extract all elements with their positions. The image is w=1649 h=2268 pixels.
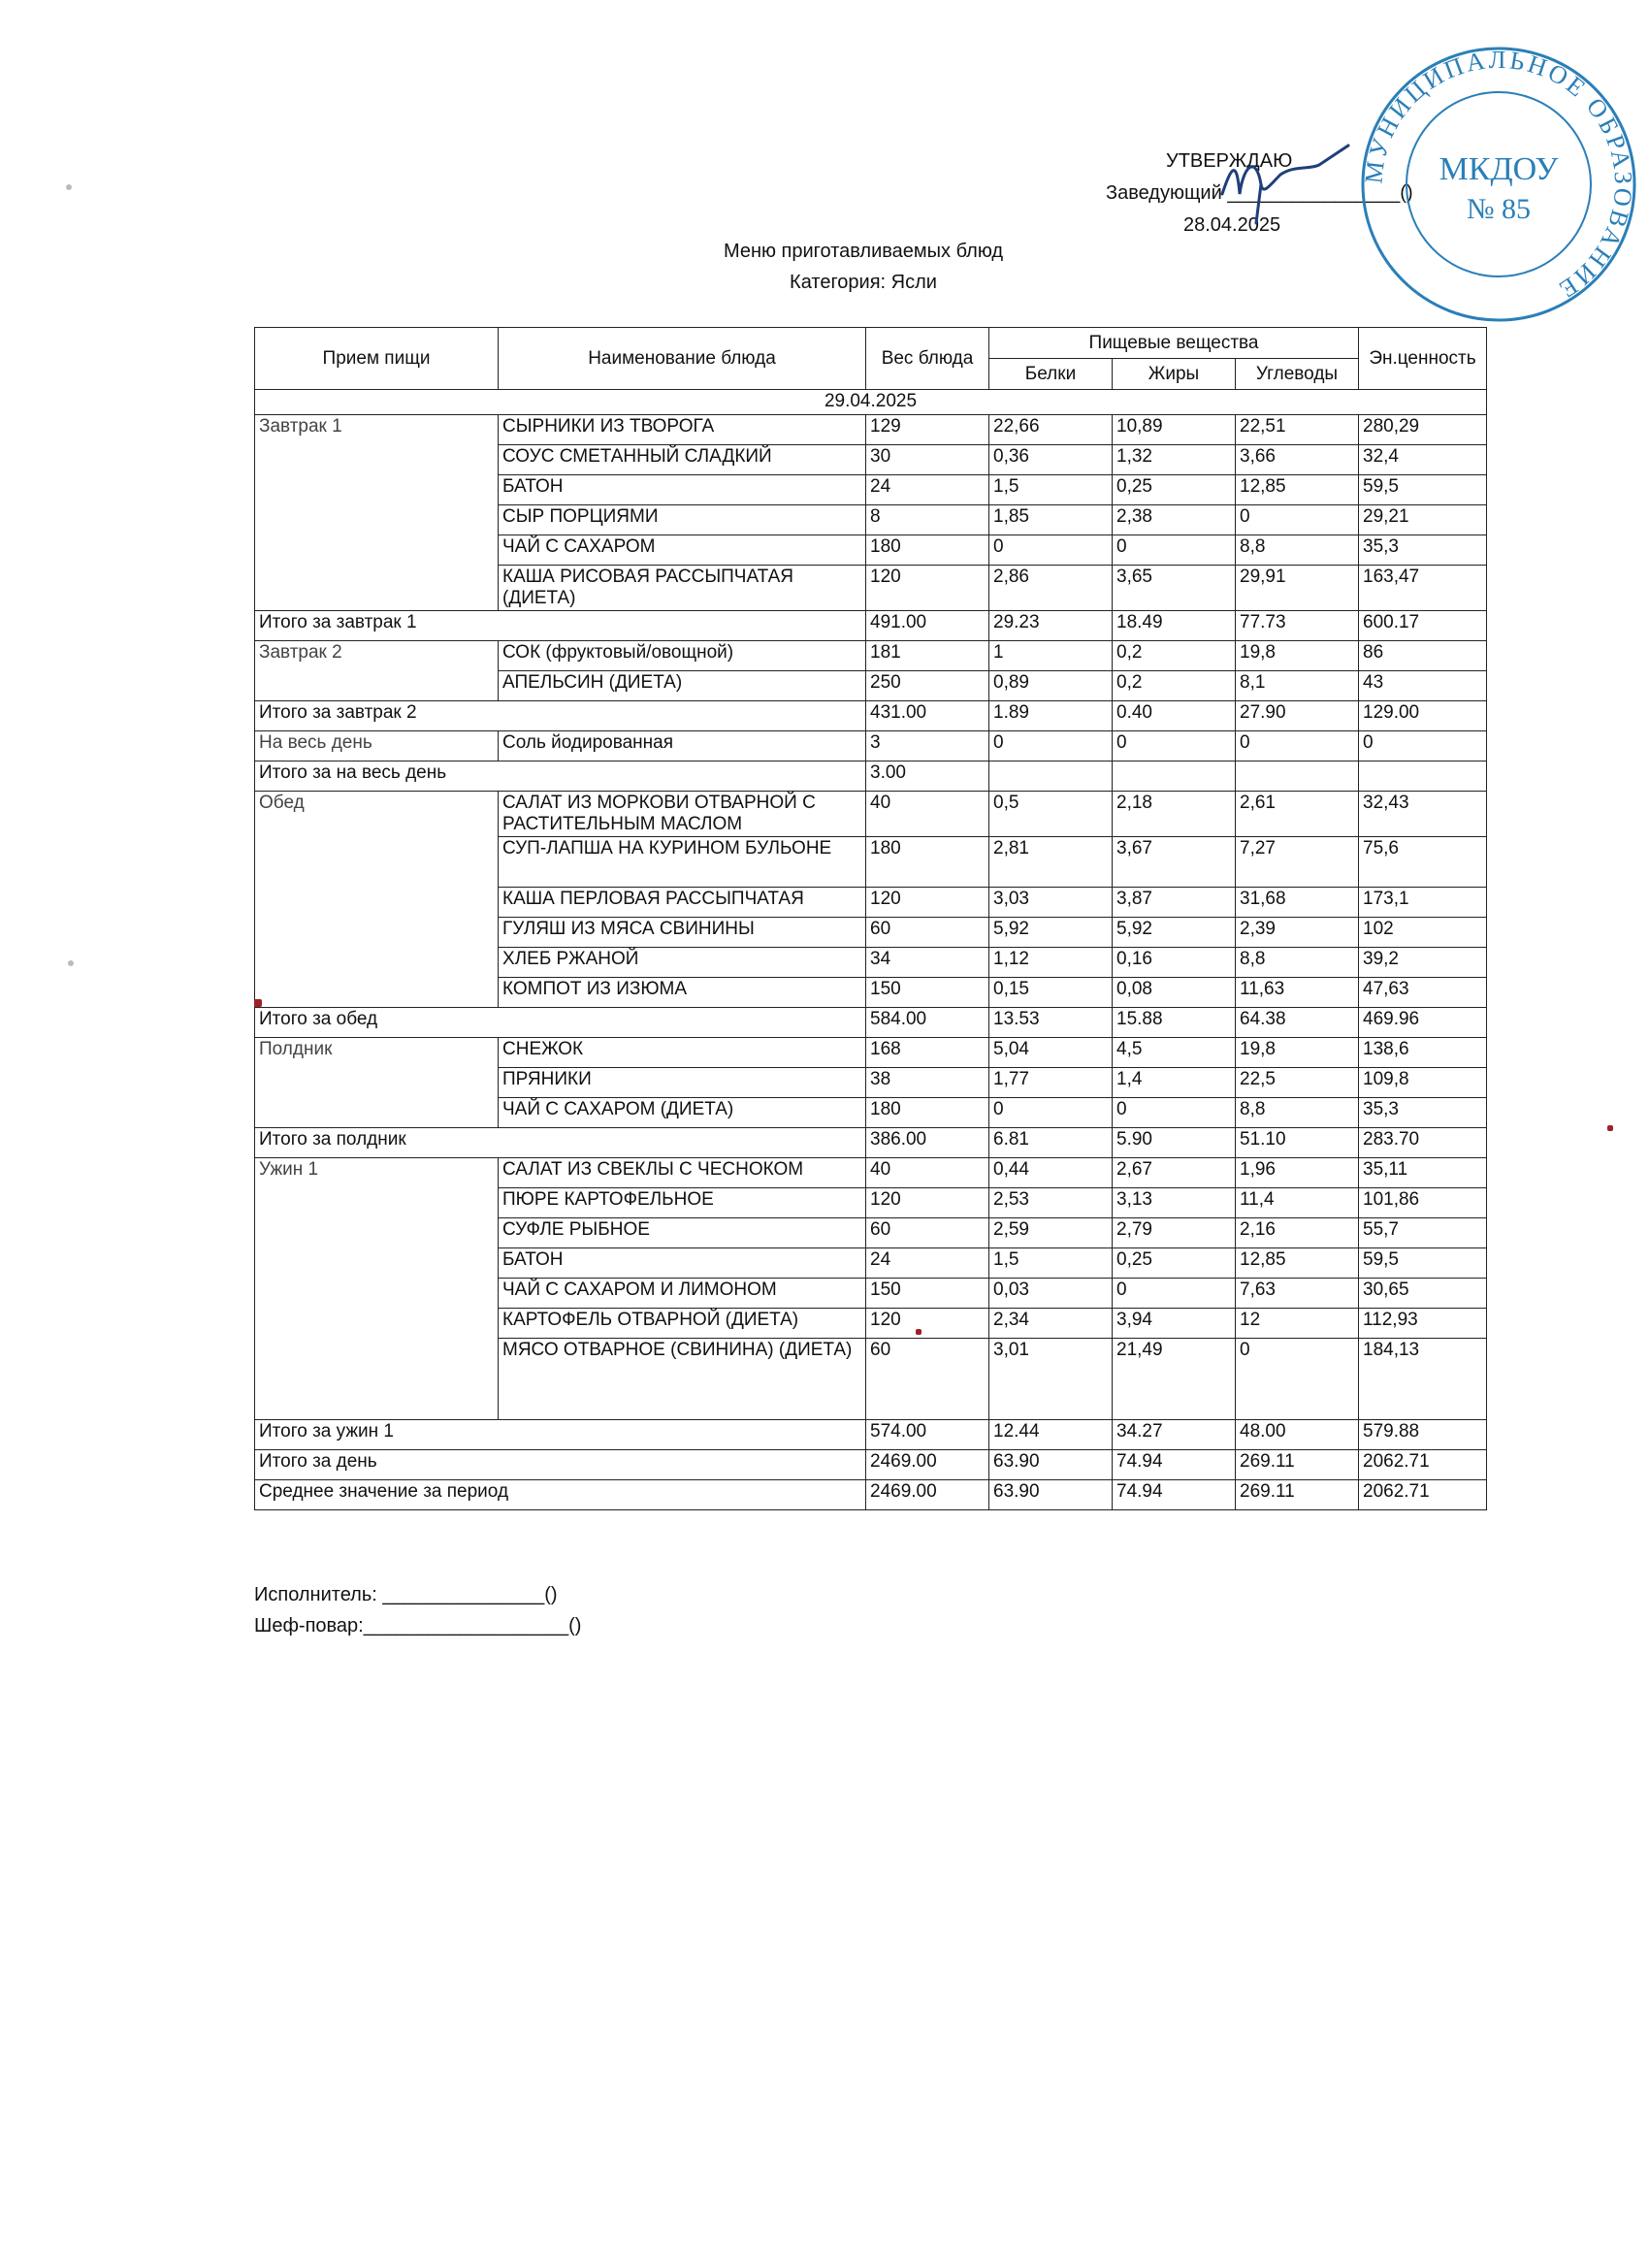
- cell-carbs: 2,39: [1236, 918, 1359, 948]
- dish-name: ХЛЕБ РЖАНОЙ: [499, 948, 866, 978]
- cell-protein: 5,92: [989, 918, 1113, 948]
- cell-carbs: 29,91: [1236, 566, 1359, 611]
- cell-carbs: 19,8: [1236, 641, 1359, 671]
- cell-protein: 5,04: [989, 1038, 1113, 1068]
- cell-fat: 5.90: [1113, 1128, 1236, 1158]
- table-total-row: [255, 761, 1487, 792]
- scan-speck: [66, 184, 72, 190]
- cell-fat: 1,4: [1113, 1068, 1236, 1098]
- dish-name: ПРЯНИКИ: [499, 1068, 866, 1098]
- dish-name: СНЕЖОК: [499, 1038, 866, 1068]
- cell-carbs: 269.11: [1236, 1480, 1359, 1510]
- cell-protein: 1,12: [989, 948, 1113, 978]
- total-label: Итого за обед: [255, 1008, 866, 1038]
- meal-name: Обед: [255, 792, 499, 1008]
- cell-weight: 180: [866, 1098, 989, 1128]
- cell-energy: 35,3: [1359, 1098, 1487, 1128]
- table-total-row: [255, 1480, 1487, 1510]
- cell-carbs: 22,51: [1236, 415, 1359, 445]
- cell-protein: 0,89: [989, 671, 1113, 701]
- cell-fat: 0: [1113, 1098, 1236, 1128]
- total-label: Итого за день: [255, 1450, 866, 1480]
- cell-carbs: 48.00: [1236, 1420, 1359, 1450]
- header-dish: Наименование блюда: [499, 328, 866, 390]
- dish-name: СОУС СМЕТАННЫЙ СЛАДКИЙ: [499, 445, 866, 475]
- cell-weight: 30: [866, 445, 989, 475]
- cell-weight: 3: [866, 731, 989, 761]
- cell-fat: 0,2: [1113, 671, 1236, 701]
- dish-name: САЛАТ ИЗ МОРКОВИ ОТВАРНОЙ С РАСТИТЕЛЬНЫМ МАСЛОМ: [499, 792, 866, 837]
- cell-energy: 30,65: [1359, 1279, 1487, 1309]
- cell-carbs: [1236, 761, 1359, 792]
- cell-carbs: 8,8: [1236, 948, 1359, 978]
- table-row: [255, 641, 1487, 671]
- cell-energy: 43: [1359, 671, 1487, 701]
- cell-energy: 469.96: [1359, 1008, 1487, 1038]
- cell-fat: 5,92: [1113, 918, 1236, 948]
- cell-fat: 10,89: [1113, 415, 1236, 445]
- cell-energy: 173,1: [1359, 888, 1487, 918]
- dish-name: ЧАЙ С САХАРОМ И ЛИМОНОМ: [499, 1279, 866, 1309]
- total-label: Итого за завтрак 1: [255, 611, 866, 641]
- cell-energy: 129.00: [1359, 701, 1487, 731]
- cell-protein: 6.81: [989, 1128, 1113, 1158]
- approval-date: 28.04.2025: [1183, 214, 1281, 236]
- table-total-row: [255, 611, 1487, 641]
- cell-energy: 32,4: [1359, 445, 1487, 475]
- dish-name: АПЕЛЬСИН (ДИЕТА): [499, 671, 866, 701]
- cell-weight: 2469.00: [866, 1450, 989, 1480]
- dish-name: СОК (фруктовый/овощной): [499, 641, 866, 671]
- cell-energy: 280,29: [1359, 415, 1487, 445]
- document-title: Меню приготавливаемых блюд: [723, 241, 1004, 262]
- cell-protein: 12.44: [989, 1420, 1113, 1450]
- total-label: Среднее значение за период: [255, 1480, 866, 1510]
- menu-table: [254, 327, 1487, 1510]
- cell-carbs: 3,66: [1236, 445, 1359, 475]
- cell-weight: 120: [866, 1309, 989, 1339]
- cell-protein: 2,86: [989, 566, 1113, 611]
- cell-energy: 32,43: [1359, 792, 1487, 837]
- cell-protein: 1,77: [989, 1068, 1113, 1098]
- dish-name: БАТОН: [499, 475, 866, 505]
- table-total-row: [255, 1008, 1487, 1038]
- cell-energy: 579.88: [1359, 1420, 1487, 1450]
- cell-protein: 1: [989, 641, 1113, 671]
- cell-fat: 74.94: [1113, 1480, 1236, 1510]
- meal-name: Завтрак 1: [255, 415, 499, 611]
- cell-carbs: 2,61: [1236, 792, 1359, 837]
- cell-weight: 3.00: [866, 761, 989, 792]
- cell-fat: [1113, 761, 1236, 792]
- dish-name: ГУЛЯШ ИЗ МЯСА СВИНИНЫ: [499, 918, 866, 948]
- table-row: [255, 792, 1487, 837]
- cell-carbs: 7,63: [1236, 1279, 1359, 1309]
- cell-fat: 4,5: [1113, 1038, 1236, 1068]
- cell-weight: 491.00: [866, 611, 989, 641]
- cell-weight: 40: [866, 1158, 989, 1188]
- cell-protein: 0,03: [989, 1279, 1113, 1309]
- header-energy: Эн.ценность: [1359, 328, 1487, 390]
- cell-carbs: 11,63: [1236, 978, 1359, 1008]
- cell-carbs: 12: [1236, 1309, 1359, 1339]
- cell-energy: 2062.71: [1359, 1480, 1487, 1510]
- cell-carbs: 31,68: [1236, 888, 1359, 918]
- cell-protein: 3,03: [989, 888, 1113, 918]
- total-label: Итого за на весь день: [255, 761, 866, 792]
- cell-weight: 431.00: [866, 701, 989, 731]
- cell-fat: 3,67: [1113, 837, 1236, 888]
- cell-weight: 40: [866, 792, 989, 837]
- cell-protein: 1,5: [989, 475, 1113, 505]
- cell-energy: 600.17: [1359, 611, 1487, 641]
- cell-energy: 75,6: [1359, 837, 1487, 888]
- cell-protein: 1,85: [989, 505, 1113, 535]
- table-total-row: [255, 1450, 1487, 1480]
- cell-weight: 2469.00: [866, 1480, 989, 1510]
- cell-energy: 29,21: [1359, 505, 1487, 535]
- cell-carbs: 8,8: [1236, 535, 1359, 566]
- cell-fat: 2,38: [1113, 505, 1236, 535]
- cell-fat: 21,49: [1113, 1339, 1236, 1420]
- cell-fat: 0,16: [1113, 948, 1236, 978]
- cell-carbs: 1,96: [1236, 1158, 1359, 1188]
- cell-weight: 120: [866, 888, 989, 918]
- meal-name: Полдник: [255, 1038, 499, 1128]
- cell-energy: 112,93: [1359, 1309, 1487, 1339]
- header-meal: Прием пищи: [255, 328, 499, 390]
- ink-mark: [254, 999, 262, 1007]
- cell-protein: 0,36: [989, 445, 1113, 475]
- cell-weight: 180: [866, 837, 989, 888]
- approval-head: Заведующий ________________(): [1106, 182, 1413, 204]
- cell-fat: 2,67: [1113, 1158, 1236, 1188]
- document-category: Категория: Ясли: [790, 272, 937, 293]
- dish-name: ПЮРЕ КАРТОФЕЛЬНОЕ: [499, 1188, 866, 1218]
- cell-protein: 0,15: [989, 978, 1113, 1008]
- ink-mark: [916, 1329, 922, 1335]
- dish-name: МЯСО ОТВАРНОЕ (СВИНИНА) (ДИЕТА): [499, 1339, 866, 1420]
- cell-weight: 168: [866, 1038, 989, 1068]
- cell-energy: 138,6: [1359, 1038, 1487, 1068]
- cell-protein: 2,81: [989, 837, 1113, 888]
- cell-carbs: 12,85: [1236, 475, 1359, 505]
- cell-fat: 0: [1113, 1279, 1236, 1309]
- ink-mark: [1607, 1125, 1613, 1131]
- cell-carbs: 77.73: [1236, 611, 1359, 641]
- header-fat: Жиры: [1113, 359, 1236, 390]
- executor-signature-line: Исполнитель: _______________(): [254, 1584, 558, 1605]
- cell-fat: 3,13: [1113, 1188, 1236, 1218]
- cell-fat: 74.94: [1113, 1450, 1236, 1480]
- cell-weight: 8: [866, 505, 989, 535]
- cell-weight: 181: [866, 641, 989, 671]
- cell-weight: 120: [866, 566, 989, 611]
- cell-protein: 0: [989, 731, 1113, 761]
- dish-name: КОМПОТ ИЗ ИЗЮМА: [499, 978, 866, 1008]
- header-nutrients: Пищевые вещества: [989, 328, 1359, 359]
- cell-protein: [989, 761, 1113, 792]
- cell-fat: 0,2: [1113, 641, 1236, 671]
- dish-name: ЧАЙ С САХАРОМ (ДИЕТА): [499, 1098, 866, 1128]
- cell-protein: 29.23: [989, 611, 1113, 641]
- cell-protein: 2,53: [989, 1188, 1113, 1218]
- cell-carbs: 22,5: [1236, 1068, 1359, 1098]
- cell-energy: 35,11: [1359, 1158, 1487, 1188]
- total-label: Итого за полдник: [255, 1128, 866, 1158]
- meal-name: Завтрак 2: [255, 641, 499, 701]
- cell-weight: 150: [866, 978, 989, 1008]
- dish-name: Соль йодированная: [499, 731, 866, 761]
- cell-weight: 60: [866, 918, 989, 948]
- cell-weight: 120: [866, 1188, 989, 1218]
- cell-energy: 39,2: [1359, 948, 1487, 978]
- cell-protein: 0,44: [989, 1158, 1113, 1188]
- cell-energy: 47,63: [1359, 978, 1487, 1008]
- meal-name: На весь день: [255, 731, 499, 761]
- table-row: [255, 1038, 1487, 1068]
- cell-carbs: 8,8: [1236, 1098, 1359, 1128]
- cell-energy: 35,3: [1359, 535, 1487, 566]
- table-row: [255, 415, 1487, 445]
- cell-protein: 0,5: [989, 792, 1113, 837]
- total-label: Итого за завтрак 2: [255, 701, 866, 731]
- cell-protein: 3,01: [989, 1339, 1113, 1420]
- approval-title: УТВЕРЖДАЮ: [1166, 150, 1293, 172]
- meal-name: Ужин 1: [255, 1158, 499, 1420]
- cell-fat: 0,25: [1113, 1248, 1236, 1279]
- cell-carbs: 12,85: [1236, 1248, 1359, 1279]
- cell-carbs: 11,4: [1236, 1188, 1359, 1218]
- cell-fat: 2,18: [1113, 792, 1236, 837]
- cell-fat: 34.27: [1113, 1420, 1236, 1450]
- cell-fat: 18.49: [1113, 611, 1236, 641]
- cell-carbs: 27.90: [1236, 701, 1359, 731]
- table-total-row: [255, 1128, 1487, 1158]
- handwritten-signature: [1203, 126, 1358, 233]
- cell-protein: 2,59: [989, 1218, 1113, 1248]
- cell-fat: 2,79: [1113, 1218, 1236, 1248]
- dish-name: СУФЛЕ РЫБНОЕ: [499, 1218, 866, 1248]
- dish-name: СЫРНИКИ ИЗ ТВОРОГА: [499, 415, 866, 445]
- dish-name: СУП-ЛАПША НА КУРИНОМ БУЛЬОНЕ: [499, 837, 866, 888]
- header-protein: Белки: [989, 359, 1113, 390]
- cell-protein: 22,66: [989, 415, 1113, 445]
- cell-fat: 3,65: [1113, 566, 1236, 611]
- cell-fat: 0,08: [1113, 978, 1236, 1008]
- cell-energy: [1359, 761, 1487, 792]
- dish-name: КАРТОФЕЛЬ ОТВАРНОЙ (ДИЕТА): [499, 1309, 866, 1339]
- cell-energy: 86: [1359, 641, 1487, 671]
- scan-speck: [68, 960, 74, 966]
- cell-weight: 24: [866, 1248, 989, 1279]
- cell-fat: 1,32: [1113, 445, 1236, 475]
- cell-energy: 0: [1359, 731, 1487, 761]
- chef-signature-line: Шеф-повар:___________________(): [254, 1615, 582, 1636]
- table-row: [255, 731, 1487, 761]
- cell-carbs: 0: [1236, 505, 1359, 535]
- cell-energy: 163,47: [1359, 566, 1487, 611]
- table-total-row: [255, 1420, 1487, 1450]
- cell-fat: 3,94: [1113, 1309, 1236, 1339]
- cell-carbs: 2,16: [1236, 1218, 1359, 1248]
- stamp-center-1: МКДОУ: [1439, 151, 1559, 187]
- cell-carbs: 19,8: [1236, 1038, 1359, 1068]
- cell-protein: 63.90: [989, 1450, 1113, 1480]
- cell-weight: 38: [866, 1068, 989, 1098]
- cell-fat: 3,87: [1113, 888, 1236, 918]
- cell-fat: 0.40: [1113, 701, 1236, 731]
- cell-carbs: 51.10: [1236, 1128, 1359, 1158]
- table-total-row: [255, 701, 1487, 731]
- cell-energy: 109,8: [1359, 1068, 1487, 1098]
- cell-protein: 0: [989, 1098, 1113, 1128]
- cell-protein: 63.90: [989, 1480, 1113, 1510]
- cell-energy: 283.70: [1359, 1128, 1487, 1158]
- dish-name: КАША РИСОВАЯ РАССЫПЧАТАЯ (ДИЕТА): [499, 566, 866, 611]
- cell-weight: 24: [866, 475, 989, 505]
- cell-energy: 2062.71: [1359, 1450, 1487, 1480]
- cell-carbs: 0: [1236, 1339, 1359, 1420]
- cell-weight: 129: [866, 415, 989, 445]
- dish-name: СЫР ПОРЦИЯМИ: [499, 505, 866, 535]
- stamp-ring-text: МУНИЦИПАЛЬНОЕ ОБРАЗОВАНИЕ: [1359, 45, 1638, 306]
- cell-energy: 102: [1359, 918, 1487, 948]
- cell-carbs: 64.38: [1236, 1008, 1359, 1038]
- cell-carbs: 0: [1236, 731, 1359, 761]
- cell-carbs: 8,1: [1236, 671, 1359, 701]
- cell-weight: 180: [866, 535, 989, 566]
- table-row: [255, 1158, 1487, 1188]
- cell-energy: 59,5: [1359, 475, 1487, 505]
- cell-energy: 101,86: [1359, 1188, 1487, 1218]
- dish-name: БАТОН: [499, 1248, 866, 1279]
- cell-protein: 1,5: [989, 1248, 1113, 1279]
- cell-protein: 2,34: [989, 1309, 1113, 1339]
- dish-name: ЧАЙ С САХАРОМ: [499, 535, 866, 566]
- cell-fat: 0: [1113, 535, 1236, 566]
- stamp-center-2: № 85: [1466, 193, 1532, 225]
- cell-fat: 0,25: [1113, 475, 1236, 505]
- menu-date: 29.04.2025: [255, 390, 1487, 415]
- dish-name: КАША ПЕРЛОВАЯ РАССЫПЧАТАЯ: [499, 888, 866, 918]
- cell-weight: 60: [866, 1218, 989, 1248]
- cell-protein: 1.89: [989, 701, 1113, 731]
- header-carbs: Углеводы: [1236, 359, 1359, 390]
- cell-weight: 584.00: [866, 1008, 989, 1038]
- cell-weight: 574.00: [866, 1420, 989, 1450]
- cell-protein: 13.53: [989, 1008, 1113, 1038]
- header-weight: Вес блюда: [866, 328, 989, 390]
- cell-weight: 386.00: [866, 1128, 989, 1158]
- cell-fat: 0: [1113, 731, 1236, 761]
- dish-name: САЛАТ ИЗ СВЕКЛЫ С ЧЕСНОКОМ: [499, 1158, 866, 1188]
- cell-carbs: 269.11: [1236, 1450, 1359, 1480]
- cell-weight: 150: [866, 1279, 989, 1309]
- cell-protein: 0: [989, 535, 1113, 566]
- cell-weight: 60: [866, 1339, 989, 1420]
- total-label: Итого за ужин 1: [255, 1420, 866, 1450]
- cell-energy: 184,13: [1359, 1339, 1487, 1420]
- cell-weight: 250: [866, 671, 989, 701]
- cell-energy: 59,5: [1359, 1248, 1487, 1279]
- cell-weight: 34: [866, 948, 989, 978]
- cell-carbs: 7,27: [1236, 837, 1359, 888]
- cell-energy: 55,7: [1359, 1218, 1487, 1248]
- cell-fat: 15.88: [1113, 1008, 1236, 1038]
